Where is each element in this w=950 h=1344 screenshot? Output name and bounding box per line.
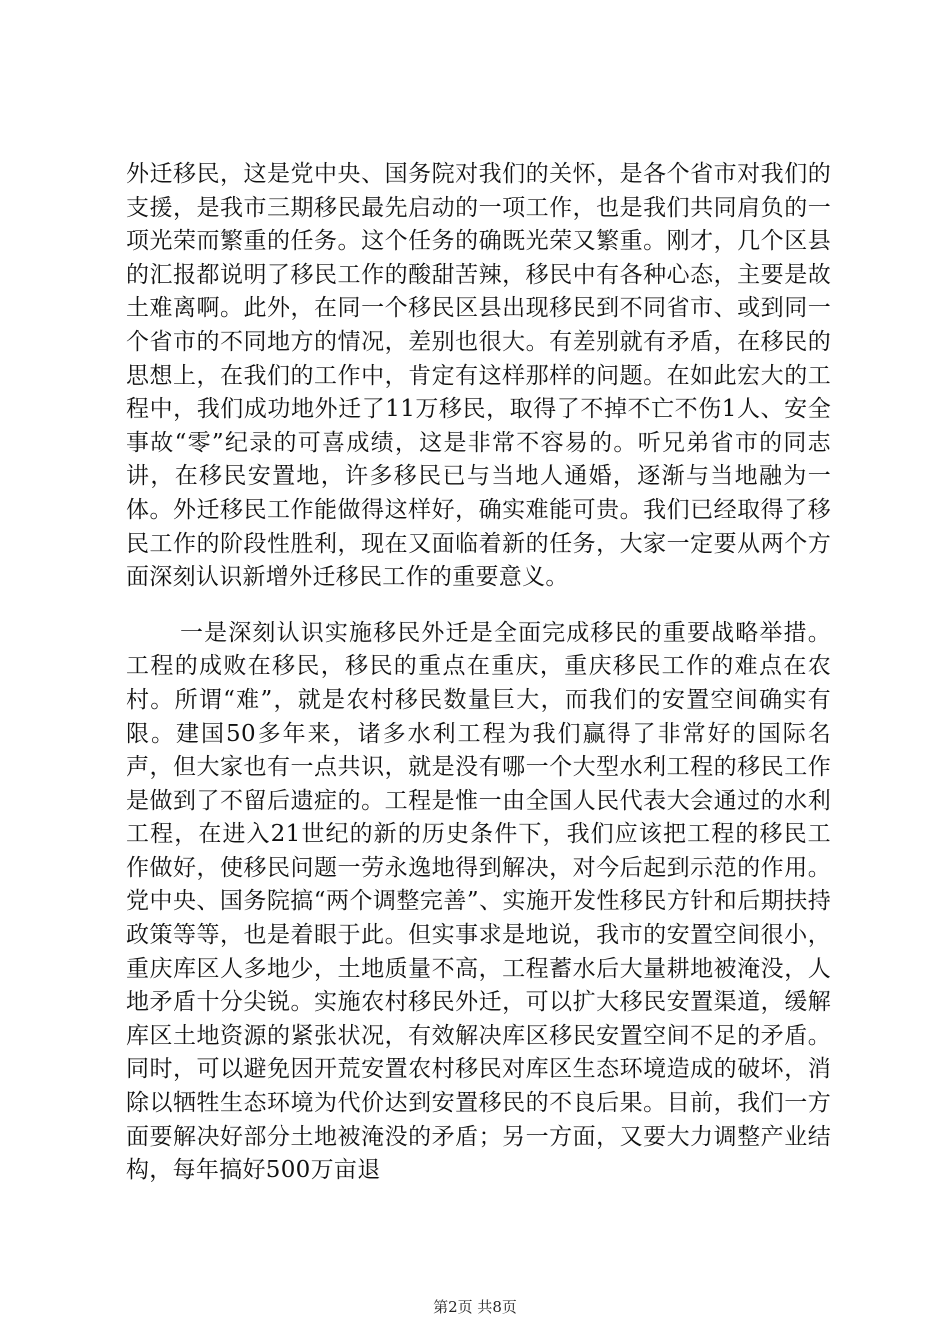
page-number: 第2页 共8页 [433,1298,517,1316]
paragraph: 外迁移民，这是党中央、国务院对我们的关怀，是各个省市对我们的支援，是我市三期移民最先启动的一项工作，也是我们共同肩负的一项光荣而繁重的任务。这个任务的确既光荣又繁重。刚才，几个区县的汇报都说明了移民工作的酸甜苦辣，移民中有各种心态，主要是故土难离啊。此外，在同一个移民区县出现移民到不同省市、或到同一个省市的不同地方的情况，差别也很大。有差别就有矛盾，在移民的思想上，在我们的工作中，肯定有这样那样的问题。在如此宏大的工程中，我们成功地外迁了11万移民，取得了不掉不亡不伤1人、安全事故“零”纪录的可喜成绩，这是非常不容易的。听兄弟省市的同志讲，在移民安置地，许多移民已与当地人通婚，逐渐与当地融为一体。外迁移民工作能做得这样好，确实难能可贵。我们已经取得了移民工作的阶段性胜利，现在又面临着新的任务，大家一定要从两个方面深刻认识新增外迁移民工作的重要意义。 [126,161,831,591]
paragraph: 一是深刻认识实施移民外迁是全面完成移民的重要战略举措。工程的成败在移民，移民的重点在重庆，重庆移民工作的难点在农村。所谓“难”，就是农村移民数量巨大，而我们的安置空间确实有限。建国50多年来，诸多水利工程为我们赢得了非常好的国际名声，但大家也有一点共识，就是没有哪一个大型水利工程的移民工作是做到了不留后遗症的。工程是惟一由全国人民代表大会通过的水利工程，在进入21世纪的新的历史条件下，我们应该把工程的移民工作做好，使移民问题一劳永逸地得到解决，对今后起到示范的作用。党中央、国务院搞“两个调整完善”、实施开发性移民方针和后期扶持政策等等，也是着眼于此。但实事求是地说，我市的安置空间很小，重庆库区人多地少，土地质量不高，工程蓄水后大量耕地被淹没，人地矛盾十分尖锐。实施农村移民外迁，可以扩大移民安置渠道，缓解库区土地资源的紧张状况，有效解决库区移民安置空间不足的矛盾。同时，可以避免因开荒安置农村移民对库区生态环境造成的破坏，消除以牺牲生态环境为代价达到安置移民的不良后果。目前，我们一方面要解决好部分土地被淹没的矛盾；另一方面，又要大力调整产业结构，每年搞好500万亩退 [126,619,831,1184]
document-body [126,158,831,1188]
